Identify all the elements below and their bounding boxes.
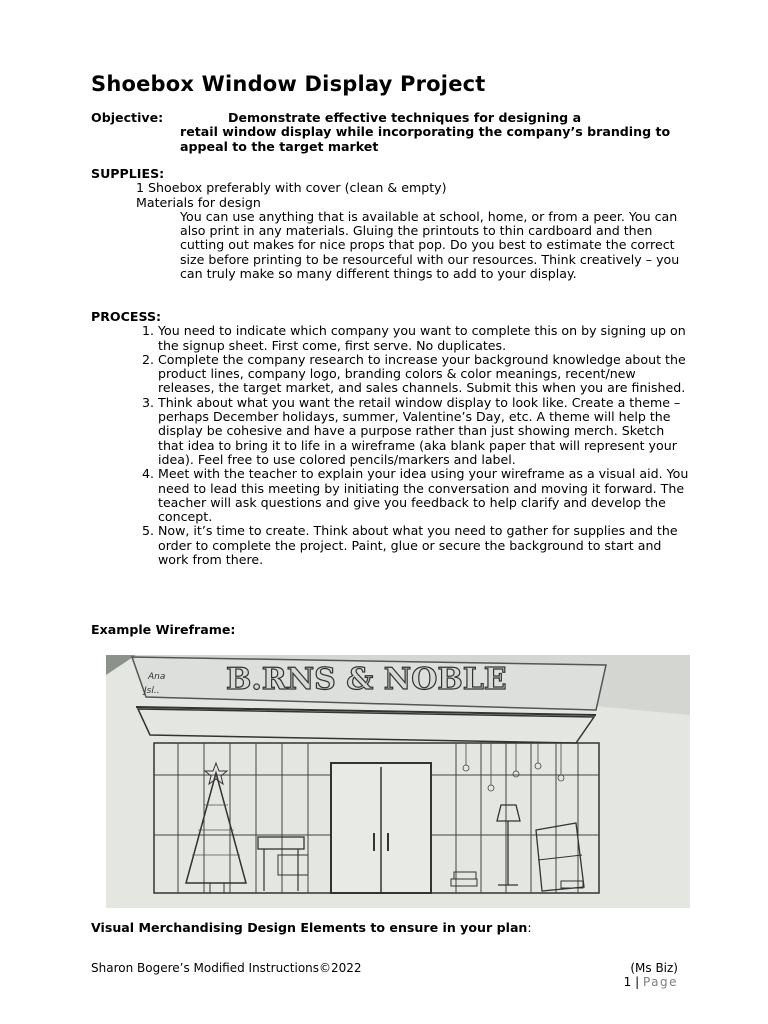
sketch-name-2: Jsl.. — [144, 686, 160, 696]
wireframe-photo — [106, 655, 690, 908]
supplies-section — [91, 167, 691, 281]
example-wireframe-heading: Example Wireframe: — [91, 622, 236, 637]
vm-heading-colon: : — [527, 920, 532, 935]
process-step-4: 4. Meet with the teacher to explain your idea using your wireframe as a visual aid. You need to lead this meeting by initiating the conversation and moving it forward. The teacher will ask questions and give you feedback to help clarify and develop the concept. — [158, 467, 691, 524]
vm-heading — [91, 921, 532, 935]
process-heading: PROCESS: — [91, 309, 162, 324]
page-word: Page — [642, 975, 678, 989]
vm-heading-text: Visual Merchandising Design Elements to ensure in your plan — [91, 920, 528, 935]
wireframe-sketch — [106, 655, 690, 908]
supplies-paragraph: You can use anything that is available at school, home, or from a peer. You can also print in any materials. Gluing the printouts to thin cardboard and then cutting out makes for nice props that pop. Do you best to estimate the correct size before printing to be resourceful with our resources. Think creatively – you can truly make so many different things to add to your display. — [180, 208, 680, 282]
supplies-item-materials: Materials for design — [136, 194, 261, 210]
process-step-2: 2. Complete the company research to increase your background knowledge about the product lines, company logo, branding colors & color meanings, recent/new releases, the target market, and sales channels. Submit this when you are finished. — [158, 353, 691, 396]
process-step-3: 3. Think about what you want the retail window display to look like. Create a theme – perhaps December holidays, summer, Valentine’s Day, etc. A theme will help the display be cohesive and have a purpose rather than just showing merch. Sketch that idea to bring it to life in a wireframe (aka blank paper that will represent your idea). Feel free to use colored pencils/markers and label. — [158, 396, 691, 467]
objective-lead: Demonstrate effective techniques for designing a — [228, 110, 582, 125]
objective-text: retail window display while incorporating the company’s branding to appeal to the target market — [180, 124, 671, 154]
footer-credit: Sharon Bogere’s Modified Instructions©2022 — [91, 961, 362, 975]
page-title: Shoebox Window Display Project — [91, 72, 486, 96]
footer-author-tag: (Ms Biz) — [630, 961, 678, 975]
process-step-1: 1. You need to indicate which company you want to complete this on by signing up on the signup sheet. First come, first serve. No duplicates. — [158, 324, 691, 353]
page-number — [624, 975, 678, 989]
sign-text: B.RNS & NOBLE — [226, 662, 507, 697]
sketch-name-1: Ana — [148, 672, 166, 682]
process-steps — [91, 324, 691, 567]
supplies-heading: SUPPLIES: — [91, 166, 165, 181]
page-separator: | — [631, 975, 643, 989]
supplies-item-shoebox: 1 Shoebox preferably with cover (clean & empty) — [136, 180, 447, 196]
process-step-5: 5. Now, it’s time to create. Think about what you need to gather for supplies and the order to complete the project. Paint, glue or secure the background to start and work from there. — [158, 524, 691, 567]
objective-label: Objective: — [91, 110, 164, 125]
page-number-value: 1 — [623, 975, 632, 989]
process-section — [91, 310, 691, 567]
